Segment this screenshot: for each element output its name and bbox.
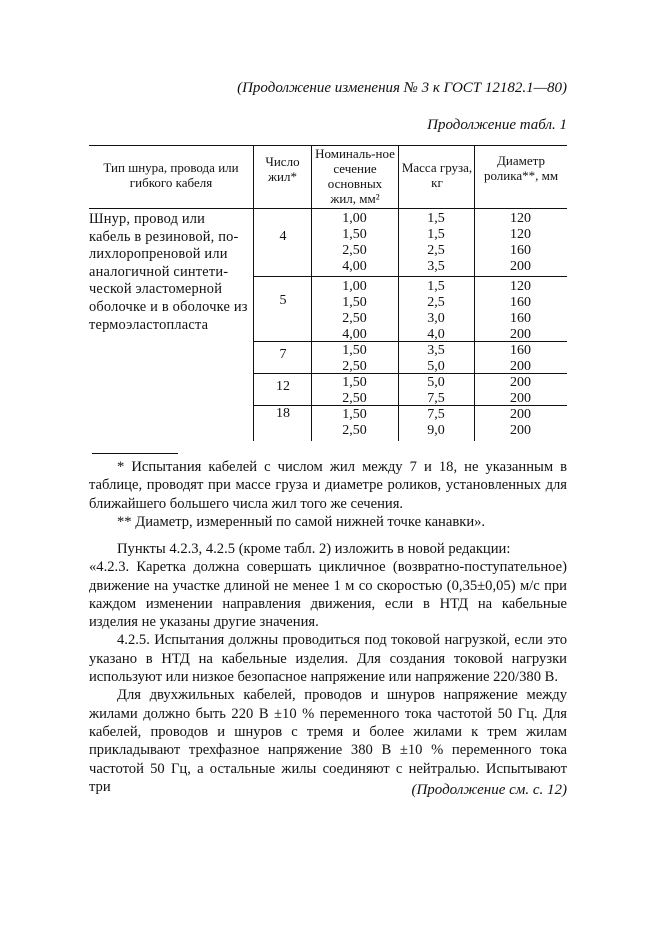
section-value: 1,50 xyxy=(342,343,367,358)
cores-value: 7 xyxy=(279,347,287,362)
mass-value: 3,5 xyxy=(427,259,445,274)
amendment-text xyxy=(89,540,567,796)
roller-diameter-value: 160 xyxy=(510,311,531,326)
footnotes xyxy=(89,458,567,531)
mass-value: 7,5 xyxy=(427,407,445,422)
section-value: 1,50 xyxy=(342,375,367,390)
section-value: 2,50 xyxy=(342,243,367,258)
cable-type-line: лихлоропреновой или xyxy=(89,246,228,263)
roller-diameter-value: 120 xyxy=(510,227,531,242)
mass-value: 2,5 xyxy=(427,243,445,258)
cable-type-line: термоэластопласта xyxy=(89,316,209,333)
roller-diameter-value: 160 xyxy=(510,243,531,258)
roller-diameter-value: 200 xyxy=(510,423,531,438)
section-value: 1,50 xyxy=(342,295,367,310)
specification-table xyxy=(89,145,567,441)
roller-diameter-value: 120 xyxy=(510,211,531,226)
mass-value: 3,0 xyxy=(427,311,445,326)
paragraph: Пункты 4.2.3, 4.2.5 (кроме табл. 2) изложить в новой редакции: xyxy=(117,541,511,557)
roller-diameter-value: 200 xyxy=(510,259,531,274)
section-value: 1,00 xyxy=(342,279,367,294)
cores-value: 18 xyxy=(276,406,290,421)
section-value: 2,50 xyxy=(342,423,367,438)
section-value: 1,50 xyxy=(342,227,367,242)
paragraph: «4.2.3. Каретка должна совершать цикличное (возвратно-поступательное) движение на участке длиной не менее 1 м со скоростью (0,35±0,05) м/с при каждом изменении направления движения, если в НТД на кабельные изделия не указаны другие значения. xyxy=(89,559,567,631)
mass-value: 2,5 xyxy=(427,295,445,310)
section-value: 2,50 xyxy=(342,311,367,326)
section-value: 2,50 xyxy=(342,391,367,406)
roller-diameter-value: 200 xyxy=(510,375,531,390)
cable-type-line: Шнур, провод или xyxy=(89,211,206,227)
cores-value: 12 xyxy=(276,379,290,394)
section-value: 4,00 xyxy=(342,259,367,274)
roller-diameter-value: 160 xyxy=(510,295,531,310)
col-header-mass: Масса груза, кг xyxy=(401,160,473,190)
roller-diameter-value: 120 xyxy=(510,279,531,294)
column-divider xyxy=(253,145,254,441)
table-continuation-label: Продолжение табл. 1 xyxy=(427,117,567,133)
cable-type-line: кабель в резиновой, по- xyxy=(89,228,239,245)
roller-diameter-value: 200 xyxy=(510,359,531,374)
mass-value: 1,5 xyxy=(427,279,445,294)
mass-value: 9,0 xyxy=(427,423,445,438)
mass-value: 1,5 xyxy=(427,227,445,242)
roller-diameter-value: 200 xyxy=(510,391,531,406)
amendment-continuation-header: (Продолжение изменения № 3 к ГОСТ 12182.1—80) xyxy=(237,80,567,96)
mass-value: 3,5 xyxy=(427,343,445,358)
cable-type-line: оболочке и в оболочке из xyxy=(89,298,248,315)
section-value: 4,00 xyxy=(342,327,367,342)
mass-value: 1,5 xyxy=(427,211,445,226)
col-header-type: Тип шнура, провода или гибкого кабеля xyxy=(103,160,239,190)
section-value: 1,00 xyxy=(342,211,367,226)
col-header-section: Номиналь-ное сечение основных жил, мм² xyxy=(315,146,395,206)
cable-type-line: ческой эластомерной xyxy=(89,281,223,298)
cable-type-line: аналогичной синтети- xyxy=(89,263,229,280)
mass-value: 5,0 xyxy=(427,359,445,374)
table-header-rule xyxy=(89,208,567,209)
roller-diameter-value: 200 xyxy=(510,327,531,342)
group-divider xyxy=(253,276,567,277)
footnote: ** Диаметр, измеренный по самой нижней точке канавки». xyxy=(117,513,486,530)
cores-value: 4 xyxy=(279,229,287,244)
mass-value: 7,5 xyxy=(427,391,445,406)
footnote: * Испытания кабелей с числом жил между 7 и 18, не указанным в таблице, проводят при массе груза и диаметре роликов, установленных для ближайшего большего числа жил того же сечения. xyxy=(89,459,567,512)
roller-diameter-value: 200 xyxy=(510,407,531,422)
cable-type-description xyxy=(89,211,251,334)
paragraph: Для двухжильных кабелей, проводов и шнуров напряжение между жилами должно быть 220 В ±10 % переменного тока частотой 50 Гц. Для кабелей, проводов и шнуров с тремя и более жилами к трем жилам прикладывают трехфазное напряжение 380 В ±10 % переменного тока частотой 50 Гц, а остальные жилы соединяют с нейтралью. Испытывают три xyxy=(89,687,567,795)
col-header-roller: Диаметр ролика**, мм xyxy=(483,153,559,183)
section-value: 2,50 xyxy=(342,359,367,374)
col-header-cores: Число жил* xyxy=(265,154,300,184)
roller-diameter-value: 160 xyxy=(510,343,531,358)
mass-value: 4,0 xyxy=(427,327,445,342)
mass-value: 5,0 xyxy=(427,375,445,390)
section-value: 1,50 xyxy=(342,407,367,422)
continuation-footer: (Продолжение см. с. 12) xyxy=(411,782,567,798)
footnote-separator xyxy=(92,453,178,454)
paragraph: 4.2.5. Испытания должны проводиться под токовой нагрузкой, если это указано в НТД на кабельные изделия. Для создания токовой нагрузки используют или низкое безопасное напряжение или напряжение 220/380 В. xyxy=(89,632,567,686)
cores-value: 5 xyxy=(279,293,287,308)
